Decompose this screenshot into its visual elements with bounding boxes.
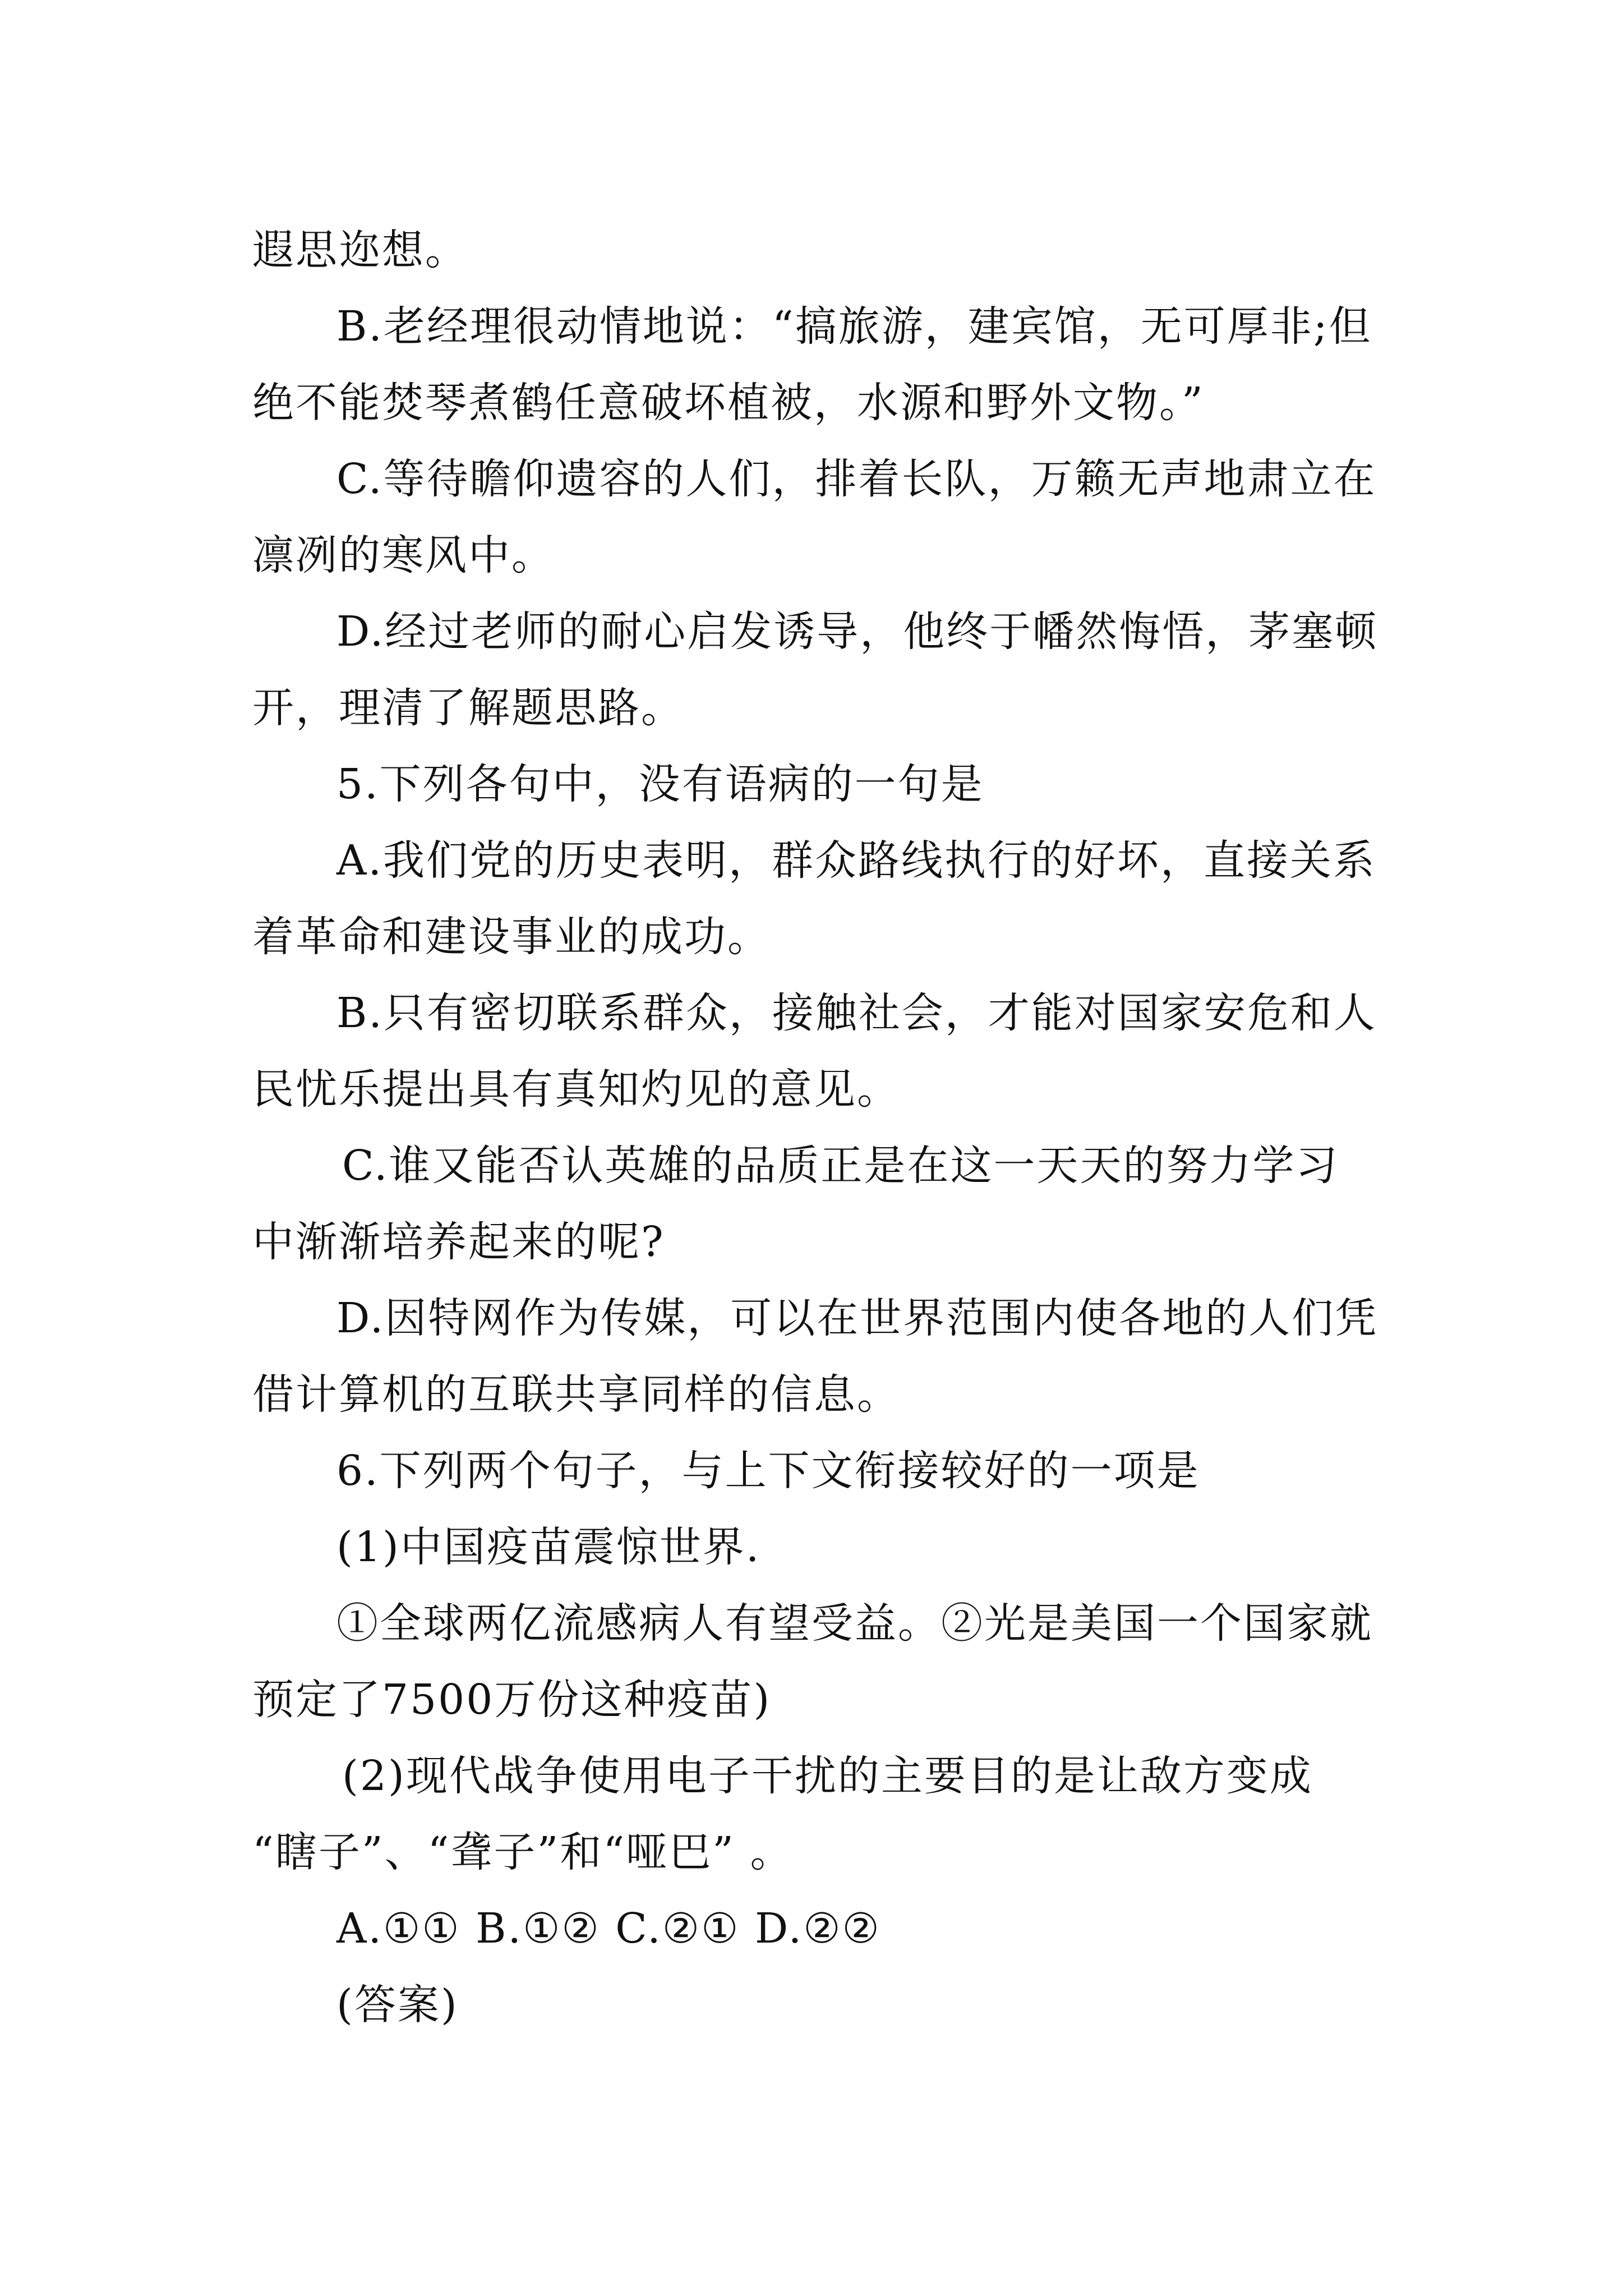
text-line: 凛冽的寒风中。 bbox=[252, 531, 555, 579]
document-body bbox=[252, 212, 1380, 2043]
option-d-line: D.经过老师的耐心启发诱导，他终于幡然悔悟，茅塞顿 bbox=[336, 608, 1378, 656]
text-line: 着革命和建设事业的成功。 bbox=[252, 913, 771, 961]
option-b-line: B.只有密切联系群众，接触社会，才能对国家安危和人 bbox=[336, 989, 1377, 1037]
sentence-2: (2)现代战争使用电子干扰的主要目的是让敌方变成 bbox=[342, 1752, 1313, 1800]
text-line: 绝不能焚琴煮鹤任意破坏植被，水源和野外文物。” bbox=[252, 379, 1205, 427]
text-line: 开，理清了解题思路。 bbox=[252, 684, 684, 732]
text-line: 预定了7500万份这种疫苗) bbox=[252, 1676, 772, 1724]
choices-line: ①全球两亿流感病人有望受益。②光是美国一个国家就 bbox=[336, 1599, 1373, 1648]
text-line: “瞎子”、“聋子”和“哑巴” 。 bbox=[252, 1828, 794, 1876]
option-c-line: C.等待瞻仰遗容的人们，排着长队，万籁无声地肃立在 bbox=[336, 455, 1377, 503]
text-line: 民忧乐提出具有真知灼见的意见。 bbox=[252, 1065, 900, 1114]
text-line: 借计算机的互联共享同样的信息。 bbox=[252, 1370, 900, 1419]
sentence-1: (1)中国疫苗震惊世界. bbox=[336, 1523, 761, 1571]
question-5: 5.下列各句中，没有语病的一句是 bbox=[336, 760, 984, 808]
option-c-line: C.谁又能否认英雄的品质正是在这一天天的努力学习 bbox=[342, 1142, 1339, 1190]
option-d-line: D.因特网作为传媒，可以在世界范围内使各地的人们凭 bbox=[336, 1294, 1378, 1342]
answer-label: (答案) bbox=[336, 1981, 459, 2029]
text-line: 遐思迩想。 bbox=[252, 226, 468, 274]
question-6: 6.下列两个句子，与上下文衔接较好的一项是 bbox=[336, 1447, 1200, 1495]
option-b-line: B.老经理很动情地说：“搞旅游，建宾馆，无可厚非;但 bbox=[336, 302, 1372, 351]
text-line: 中渐渐培养起来的呢? bbox=[252, 1218, 665, 1266]
answer-options: A.①① B.①② C.②① D.②② bbox=[336, 1904, 881, 1953]
option-a-line: A.我们党的历史表明，群众路线执行的好坏，直接关系 bbox=[336, 836, 1376, 885]
